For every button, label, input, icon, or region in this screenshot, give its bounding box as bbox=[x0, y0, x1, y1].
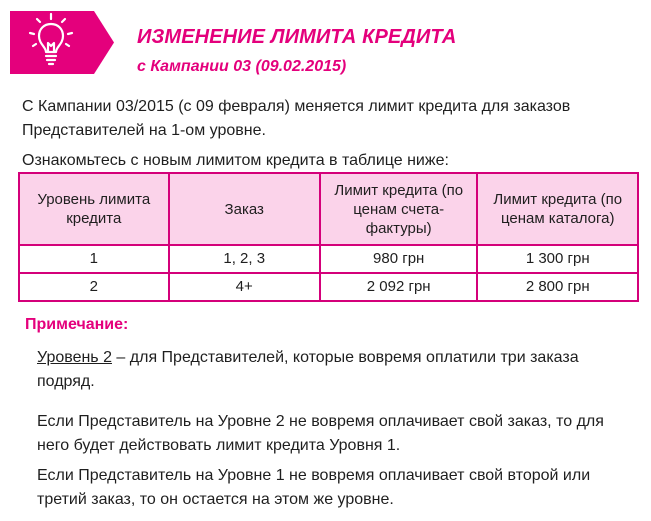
header-order: Заказ bbox=[169, 173, 320, 245]
header-invoice-limit: Лимит кредита (по ценам счета-фактуры) bbox=[320, 173, 478, 245]
page-subtitle: с Кампании 03 (09.02.2015) bbox=[137, 58, 347, 75]
cell-order: 4+ bbox=[169, 273, 320, 301]
note-level2-text: – для Представителей, которые вовремя оплатили три заказа подряд. bbox=[37, 349, 579, 390]
cell-level: 1 bbox=[19, 245, 169, 273]
cell-level: 2 bbox=[19, 273, 169, 301]
cell-order: 1, 2, 3 bbox=[169, 245, 320, 273]
lightbulb-icon bbox=[10, 11, 114, 74]
cell-invoice-limit: 2 092 грн bbox=[320, 273, 478, 301]
page-title: ИЗМЕНЕНИЕ ЛИМИТА КРЕДИТА bbox=[137, 26, 457, 48]
intro-paragraph: С Кампании 03/2015 (с 09 февраля) меняется лимит кредита для заказов Представителей на 1-ом уровне. bbox=[22, 98, 571, 139]
header-limit-level: Уровень лимита кредита bbox=[19, 173, 169, 245]
cell-invoice-limit: 980 грн bbox=[320, 245, 478, 273]
table-header-row bbox=[19, 173, 638, 245]
table-row bbox=[19, 245, 638, 273]
header-catalog-limit: Лимит кредита (по ценам каталога) bbox=[477, 173, 638, 245]
note-paragraph-2: Если Представитель на Уровне 2 не вовремя оплачивает свой заказ, то для него будет действовать лимит кредита Уровня 1. bbox=[37, 413, 604, 454]
note-title: Примечание: bbox=[25, 316, 129, 333]
note-paragraph-3: Если Представитель на Уровне 1 не вовремя оплачивает свой второй или третий заказ, то он остается на этом же уровне. bbox=[37, 467, 591, 508]
table-caption: Ознакомьтесь с новым лимитом кредита в таблице ниже: bbox=[22, 152, 449, 169]
table-row bbox=[19, 273, 638, 301]
cell-catalog-limit: 1 300 грн bbox=[477, 245, 638, 273]
credit-limit-table bbox=[18, 172, 639, 302]
note-level2-term: Уровень 2 bbox=[37, 349, 112, 366]
note-level2-paragraph bbox=[37, 346, 597, 394]
cell-catalog-limit: 2 800 грн bbox=[477, 273, 638, 301]
